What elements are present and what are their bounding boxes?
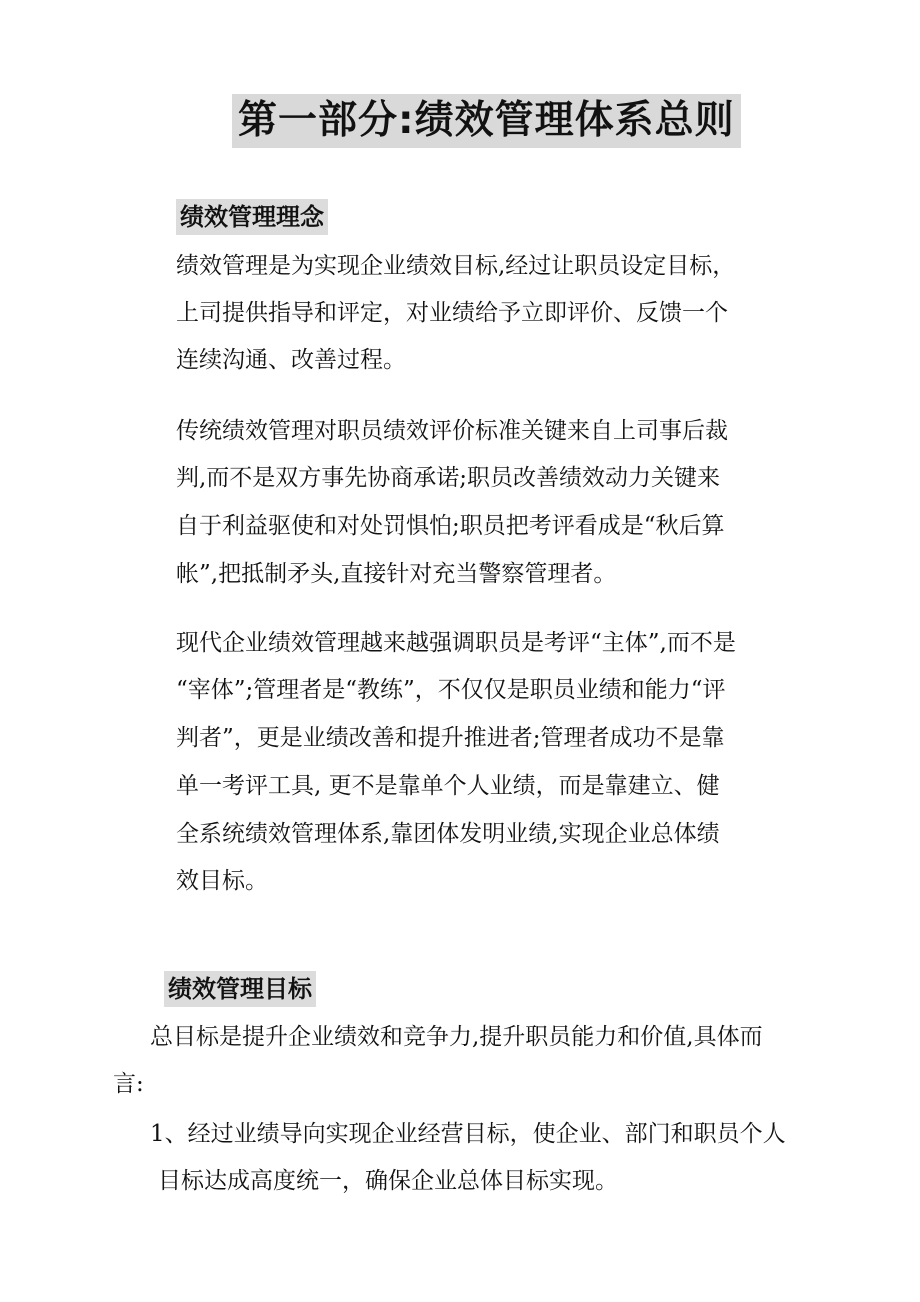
section-heading-philosophy: 绩效管理理念: [176, 199, 328, 235]
list-item-line: 1、经过业绩导向实现企业经营目标，使企业、部门和职员个人: [150, 1121, 786, 1147]
section-heading-objectives: 绩效管理目标: [164, 971, 316, 1007]
paragraph-line: 上司提供指导和评定，对业绩给予立即评价、反馈一个: [176, 300, 728, 326]
paragraph-line: 帐”,把抵制矛头,直接针对充当警察管理者。: [176, 561, 617, 587]
list-item-line: 目标达成高度统一，确保企业总体目标实现。: [158, 1168, 618, 1194]
paragraph-line: 绩效管理是为实现企业绩效目标,经过让职员设定目标，: [176, 253, 736, 279]
paragraph-line: 现代企业绩效管理越来越强调职员是考评“主体”,而不是: [176, 630, 736, 656]
paragraph-line: 总目标是提升企业绩效和竞争力,提升职员能力和价值,具体而: [150, 1024, 763, 1050]
paragraph-line: 判者”，更是业绩改善和提升推进者;管理者成功不是靠: [176, 725, 725, 751]
paragraph-line: 全系统绩效管理体系,靠团体发明业绩,实现企业总体绩: [176, 821, 720, 847]
page-title: 第一部分:绩效管理体系总则: [232, 94, 741, 148]
paragraph-line: 言:: [113, 1071, 144, 1097]
paragraph-line: “宰体”;管理者是“教练”，不仅仅是职员业绩和能力“评: [176, 677, 726, 703]
paragraph-line: 传统绩效管理对职员绩效评价标准关键来自上司事后裁: [176, 418, 728, 444]
paragraph-line: 单一考评工具, 更不是靠单个人业绩，而是靠建立、健: [176, 773, 720, 799]
paragraph-line: 连续沟通、改善过程。: [176, 347, 406, 373]
paragraph-line: 判,而不是双方事先协商承诺;职员改善绩效动力关键来: [176, 465, 721, 491]
paragraph-line: 自于利益驱使和对处罚惧怕;职员把考评看成是“秋后算: [176, 513, 725, 539]
paragraph-line: 效目标。: [176, 868, 268, 894]
